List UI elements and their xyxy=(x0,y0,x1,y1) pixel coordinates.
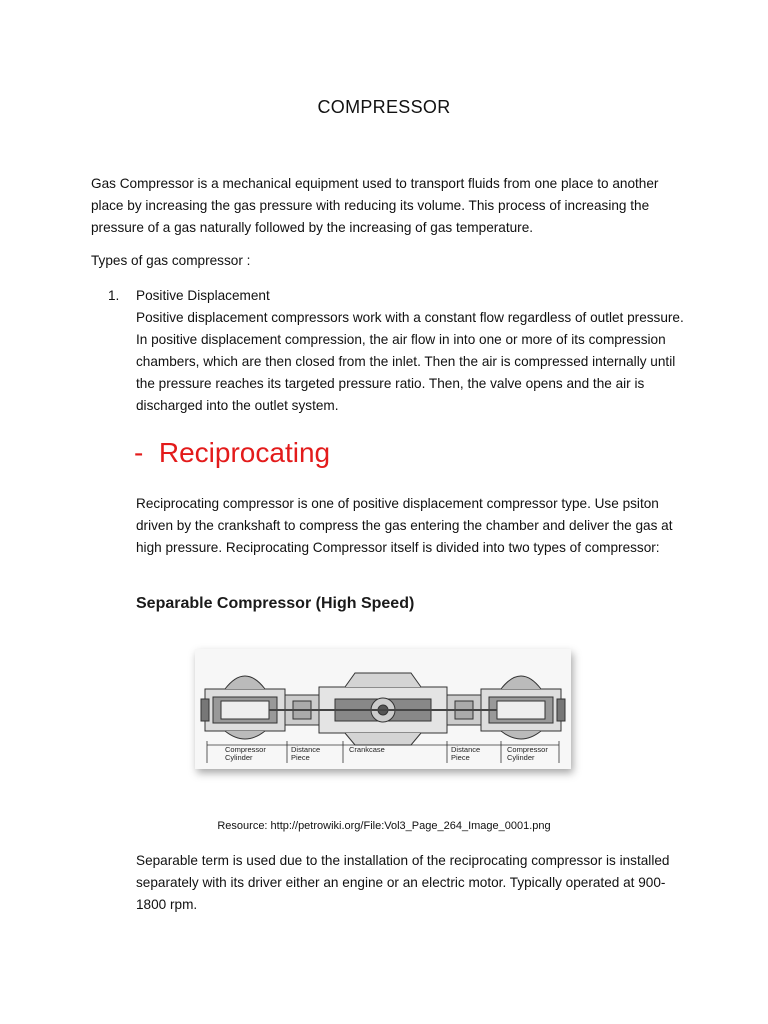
compressor-diagram xyxy=(195,649,571,769)
separable-heading: Separable Compressor (High Speed) xyxy=(136,595,415,612)
label-left-cylinder-2: Cylinder xyxy=(225,753,253,762)
compressor-drawing xyxy=(195,649,571,769)
page-title: COMPRESSOR xyxy=(317,97,451,117)
label-right-distance-2: Piece xyxy=(451,753,470,762)
label-left-distance-1: Distance xyxy=(291,745,321,754)
list-item-number: 1. xyxy=(108,288,120,303)
label-right-cylinder-2: Cylinder xyxy=(507,753,535,762)
reciprocating-paragraph: Reciprocating compressor is one of positive displacement compressor type. Use psiton driven by the crankshaft to compress the gas entering the chamber and deliver the gas at high pressure. Reciprocating Compressor itself is divided into two types of compressor: xyxy=(136,496,673,555)
reciprocating-heading: - Reciprocating xyxy=(134,437,331,468)
separable-paragraph: Separable term is used due to the installation of the reciprocating compressor is installed separately with its driver either an engine or an electric motor. Typically operated at 900-1800 rpm. xyxy=(136,853,670,912)
label-left-cylinder-1: Compressor xyxy=(225,745,266,754)
list-item-body: Positive displacement compressors work with a constant flow regardless of outlet pressure. In positive displacement compression, the air flow in into one or more of its compression chambers, which are then closed from the inlet. Then the air is compressed internally until the pressure reaches its targeted pressure ratio. Then, the valve opens and the air is discharged into the outlet system. xyxy=(136,310,684,413)
figure-resource-caption: Resource: http://petrowiki.org/File:Vol3_Page_264_Image_0001.png xyxy=(217,820,551,832)
label-left-distance-2: Piece xyxy=(291,753,310,762)
label-right-distance-1: Distance xyxy=(451,745,481,754)
intro-paragraph: Gas Compressor is a mechanical equipment used to transport fluids from one place to another place by increasing the gas pressure with reducing its volume. This process of increasing the pressure of a gas naturally followed by the increasing of gas temperature. xyxy=(91,176,659,235)
types-heading: Types of gas compressor : xyxy=(91,253,251,268)
list-item-title: Positive Displacement xyxy=(136,288,270,303)
label-crankcase: Crankcase xyxy=(349,745,385,754)
label-right-cylinder-1: Compressor xyxy=(507,745,548,754)
